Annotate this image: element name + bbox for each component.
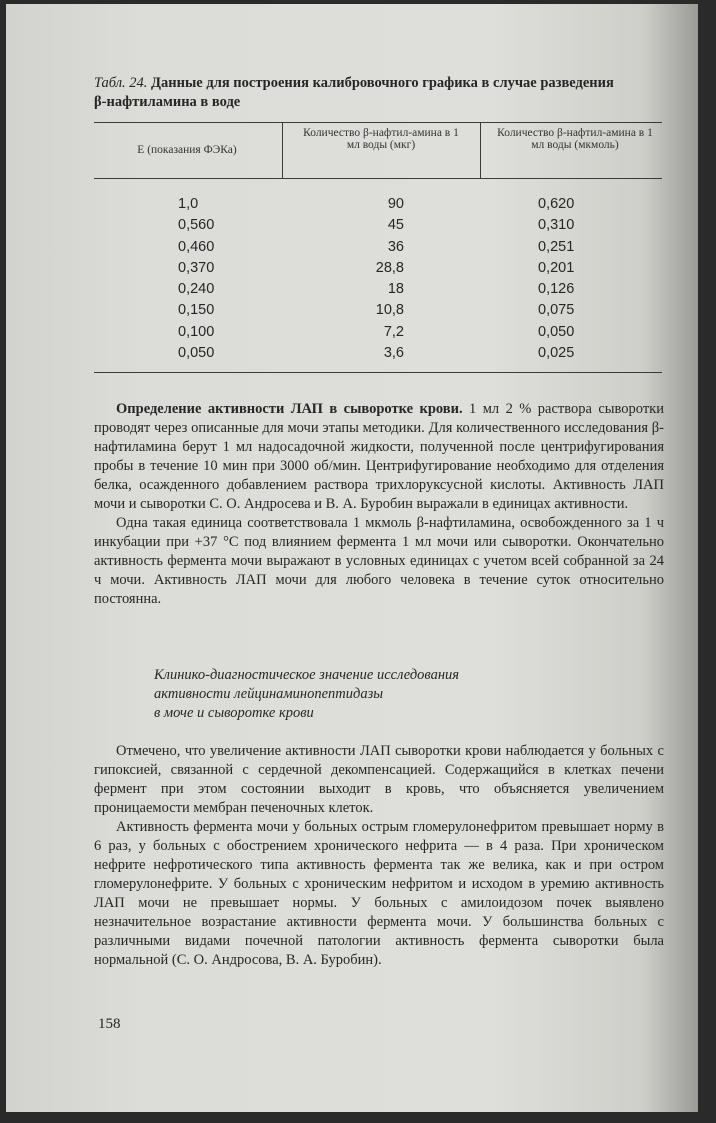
table-cell: 0,075: [538, 302, 575, 319]
paragraph: Одна такая единица соответствовала 1 мкмоль β-нафтиламина, освобожденного за 1 ч инкубации при +37 °С под влиянием фермента 1 мл мочи или сыворотки. Окончательно активность фермента мочи выражают в условных единицах с учетом всей собранной за 24 ч мочи. Активность ЛАП мочи для любого человека в течение суток относительно постоянна.: [94, 515, 664, 607]
table-col-divider: [480, 122, 481, 178]
paragraph-bold-lead: Определение активности ЛАП в сыворотке крови.: [116, 401, 463, 417]
table-cell: 0,310: [538, 217, 575, 234]
heading-line: в моче и сыворотке крови: [154, 705, 314, 721]
paragraph-text: 1 мл 2 % раствора сыворотки проводят через описанные для мочи этапы методики. Для количественного исследования β-нафтиламина берут 1 мл надосадочной жидкости, полученной после центрифугирования пробы в течение 10 мин при 3000 об/мин. Центрифугирование необходимо для отделения белка, осажденного добавлением раствора трихлоруксусной кислоты. Активность ЛАП мочи и сыворотки С. О. Андросева и В. А. Буробин выражали в единицах активности.: [94, 401, 664, 512]
table-header-rule: [94, 178, 662, 179]
table-header-e: Е (показания ФЭКа): [137, 144, 237, 156]
table-header-mkg: Количество β-нафтил-амина в 1 мл воды (мкг): [303, 127, 459, 151]
table-cell: 36: [387, 238, 404, 255]
table-caption: [94, 74, 614, 112]
heading-line: активности лейцинаминопептидазы: [154, 686, 384, 702]
table-cell: 45: [387, 217, 404, 234]
table-cell: 0,620: [538, 196, 575, 212]
paragraph: Активность фермента мочи у больных острым гломерулонефритом превышает норму в 6 раз, у больных с обострением хронического нефрита — в 4 раза. При хроническом нефрите нефротического типа активность фермента так же велика, как и при остром гломерулонефрите. У больных с хроническим нефритом и исходом в уремию активность ЛАП мочи не превышает нормы. У больных с амилоидозом почек выявлено незначительное возрастание активности фермента мочи. У большинства больных с различными видами почечной патологии активность фермента сыворотки была нормальной (С. О. Андросова, В. А. Буробин).: [94, 819, 664, 968]
paragraph: Отмечено, что увеличение активности ЛАП сыворотки крови наблюдается у больных с гипоксией, связанной с сердечной декомпенсацией. Содержащийся в клетках печени фермент при этом состоянии выходит в кровь, что объясняется увеличением проницаемости мембран печеночных клеток.: [94, 743, 664, 816]
paragraph: [94, 400, 664, 514]
table-cell: 0,126: [538, 281, 575, 298]
table-cell: 0,025: [538, 345, 575, 362]
table-cell: 18: [387, 281, 404, 298]
table-cell: 7,2: [383, 323, 404, 340]
table-cell: 0,150: [178, 302, 215, 319]
section-serum-method: [94, 400, 664, 609]
table-cell: 3,6: [383, 345, 404, 362]
table-cell: 0,560: [178, 217, 215, 234]
table-caption-label: Табл. 24.: [94, 75, 148, 91]
table-cell: 0,240: [178, 281, 215, 298]
table-caption-text: Данные для построения калибровочного графика в случае разведения β-нафтиламина в воде: [94, 75, 614, 110]
table-cell: 0,050: [178, 345, 215, 362]
heading-line: Клинико-диагностическое значение исследования: [154, 667, 460, 683]
table-cell: 0,251: [538, 238, 575, 255]
table-cell: 0,370: [178, 259, 215, 276]
table-column-e: [178, 194, 214, 364]
page-number: 158: [98, 1016, 121, 1032]
table-column-mkmol: [538, 194, 574, 364]
table-header-mkmol: Количество β-нафтил-амина в 1 мл воды (мкмоль): [497, 127, 653, 151]
table-cell: 1,0: [178, 196, 199, 212]
table-col-divider: [282, 122, 283, 178]
table-cell: 28,8: [375, 259, 404, 276]
table-cell: 0,100: [178, 323, 215, 340]
table-cell: 90: [387, 196, 404, 212]
section-clinical: [94, 742, 664, 970]
table-column-mkg: [362, 194, 404, 364]
table-bottom-rule: [94, 372, 662, 373]
section-heading: [154, 666, 614, 723]
table-cell: 0,201: [538, 259, 575, 276]
table-cell: 10,8: [375, 302, 404, 319]
book-page: [6, 4, 698, 1112]
table-cell: 0,460: [178, 238, 215, 255]
table-cell: 0,050: [538, 323, 575, 340]
table-top-rule: [94, 122, 662, 123]
